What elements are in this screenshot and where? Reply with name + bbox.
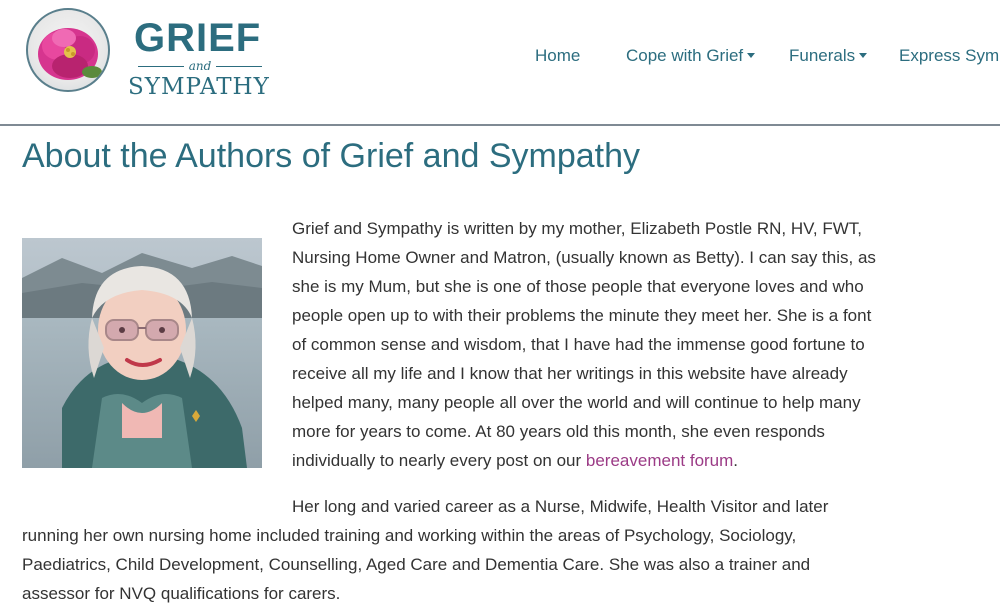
text-fragment: . (733, 451, 739, 470)
site-logo[interactable] (22, 4, 272, 109)
nav-item-cope-with-grief[interactable]: Cope with Grief (626, 44, 755, 68)
text-line: Her long and varied career as a Nurse, Midwife, Health Visitor and later (292, 497, 829, 516)
author-portrait-photo (22, 238, 262, 468)
text-line (292, 446, 982, 475)
nav-item-funerals[interactable]: Funerals (789, 44, 867, 68)
header-divider (0, 124, 1000, 126)
text-line: of common sense and wisdom, that I have had the immense good fortune to (292, 335, 865, 354)
text-line: Paediatrics, Child Development, Counselling, Aged Care and Dementia Care. She was also a trainer and (22, 555, 811, 574)
nav-item-home[interactable]: Home (535, 46, 581, 65)
logo-text-and: and (134, 59, 266, 73)
bereavement-forum-link[interactable]: bereavement forum (585, 451, 734, 470)
caret-down-icon (859, 53, 867, 58)
text-line: Grief and Sympathy is written by my mother, Elizabeth Postle RN, HV, FWT, (292, 219, 863, 238)
text-line: running her own nursing home included training and working within the areas of Psychology, Sociology, (22, 526, 797, 545)
site-header (0, 0, 1000, 124)
intro-paragraph (292, 214, 982, 475)
text-line: people open up to with their problems the minute they meet her. She is a font (292, 306, 872, 325)
text-line: she is my Mum, but she is one of those people that everyone loves and who (292, 277, 864, 296)
text-line: assessor for NVQ qualifications for carers. (22, 584, 341, 603)
text-line: more for years to come. At 80 years old this month, she even responds (292, 422, 825, 441)
caret-down-icon (747, 53, 755, 58)
text-fragment: individually to nearly every post on our (292, 451, 586, 470)
text-line: Nursing Home Owner and Matron, (usually known as Betty). I can say this, as (292, 248, 876, 267)
logo-text-grief: GRIEF (134, 16, 262, 60)
text-line: receive all my life and I know that her writings in this website have already (292, 364, 848, 383)
page-title: About the Authors of Grief and Sympathy (22, 137, 641, 175)
career-paragraph (22, 492, 978, 608)
nav-item-express-sympathy[interactable]: Express Sym (899, 46, 1000, 65)
pink-rose-icon (26, 8, 110, 92)
text-line: helped many, many people all over the world and will continue to help many (292, 393, 861, 412)
logo-text-sympathy: SYMPATHY (128, 74, 270, 100)
